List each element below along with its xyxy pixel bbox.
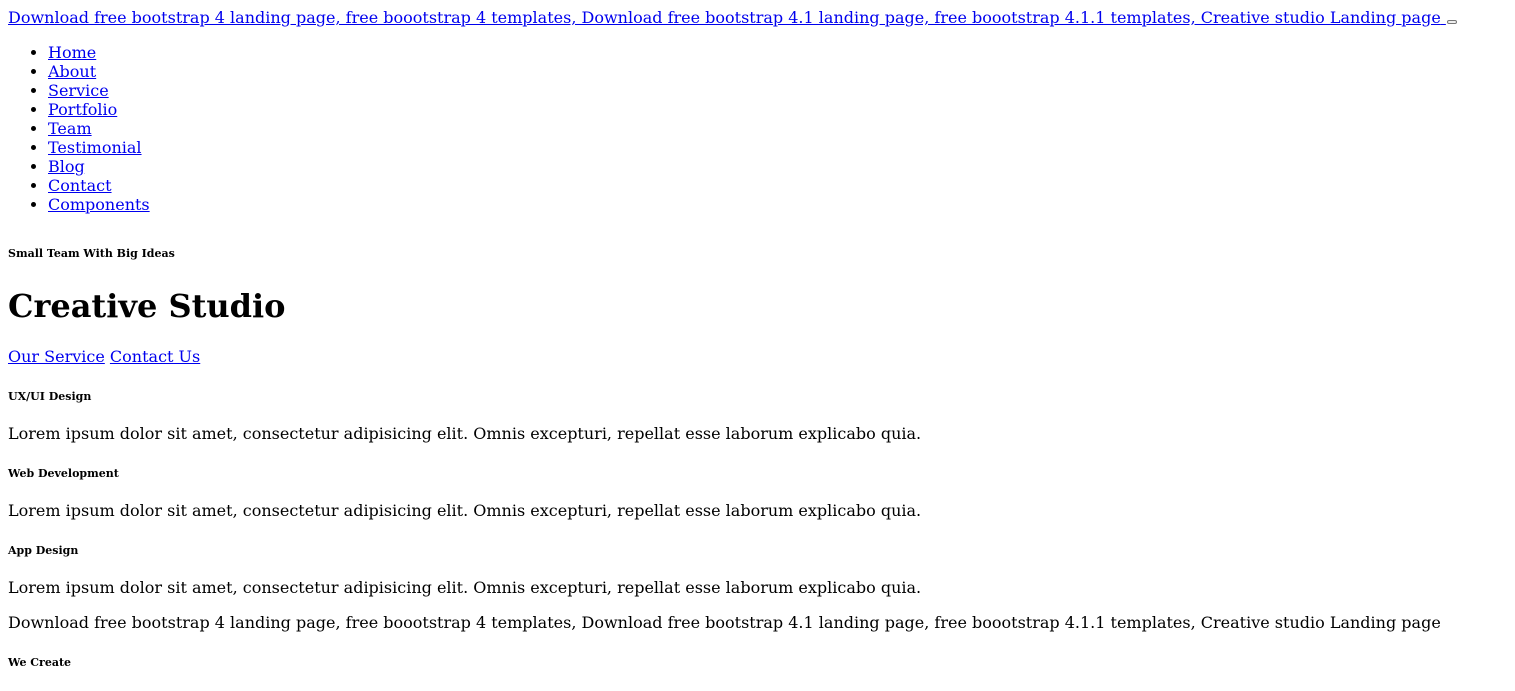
menu-toggler-icon[interactable] <box>1447 20 1457 24</box>
service-text-web-dev: Lorem ipsum dolor sit amet, consectetur adipisicing elit. Omnis excepturi, repellat esse laborum explicabo quia. <box>8 501 922 520</box>
nav-item-contact <box>48 176 1507 195</box>
nav-link-about[interactable]: About <box>48 62 97 81</box>
nav-item-components <box>48 195 1507 214</box>
our-service-button[interactable]: Our Service <box>8 347 105 366</box>
nav-link-service[interactable]: Service <box>48 81 109 100</box>
nav-link-contact[interactable]: Contact <box>48 176 112 195</box>
service-title-ux-ui: UX/UI Design <box>8 390 92 403</box>
nav-link-blog[interactable]: Blog <box>48 157 85 176</box>
nav-item-home <box>48 43 1507 62</box>
nav-link-team[interactable]: Team <box>48 119 92 138</box>
nav-link-portfolio[interactable]: Portfolio <box>48 100 118 119</box>
brand-link[interactable]: Download free bootstrap 4 landing page, free boootstrap 4 templates, Download free bootstrap 4.1 landing page, free boootstrap 4.1.1 templates, Creative studio Landing page <box>8 8 1441 27</box>
nav-item-blog <box>48 157 1507 176</box>
nav-link-testimonial[interactable]: Testimonial <box>48 138 142 157</box>
nav-item-about <box>48 62 1507 81</box>
hero-title: Creative Studio <box>8 287 286 325</box>
nav-link-components[interactable]: Components <box>48 195 150 214</box>
service-text-ux-ui: Lorem ipsum dolor sit amet, consectetur adipisicing elit. Omnis excepturi, repellat esse laborum explicabo quia. <box>8 424 922 443</box>
nav-link-home[interactable]: Home <box>48 43 97 62</box>
main-nav <box>8 43 1507 214</box>
nav-item-testimonial <box>48 138 1507 157</box>
nav-item-portfolio <box>48 100 1507 119</box>
brand-link-space[interactable] <box>1441 8 1446 27</box>
hero-tagline: Small Team With Big Ideas <box>8 247 175 260</box>
navbar <box>8 8 1507 27</box>
service-title-app-design: App Design <box>8 544 79 557</box>
nav-item-team <box>48 119 1507 138</box>
hero-buttons <box>8 347 1507 366</box>
service-text-app-design: Lorem ipsum dolor sit amet, consectetur adipisicing elit. Omnis excepturi, repellat esse laborum explicabo quia. <box>8 578 922 597</box>
service-title-web-dev: Web Development <box>8 467 119 480</box>
contact-us-button[interactable]: Contact Us <box>109 347 201 366</box>
about-subtitle: We Create <box>8 656 72 669</box>
nav-item-service <box>48 81 1507 100</box>
about-image-alt: Download free bootstrap 4 landing page, free boootstrap 4 templates, Download free bootstrap 4.1 landing page, free boootstrap 4.1.1 templates, Creative studio Landing page <box>8 613 1441 632</box>
